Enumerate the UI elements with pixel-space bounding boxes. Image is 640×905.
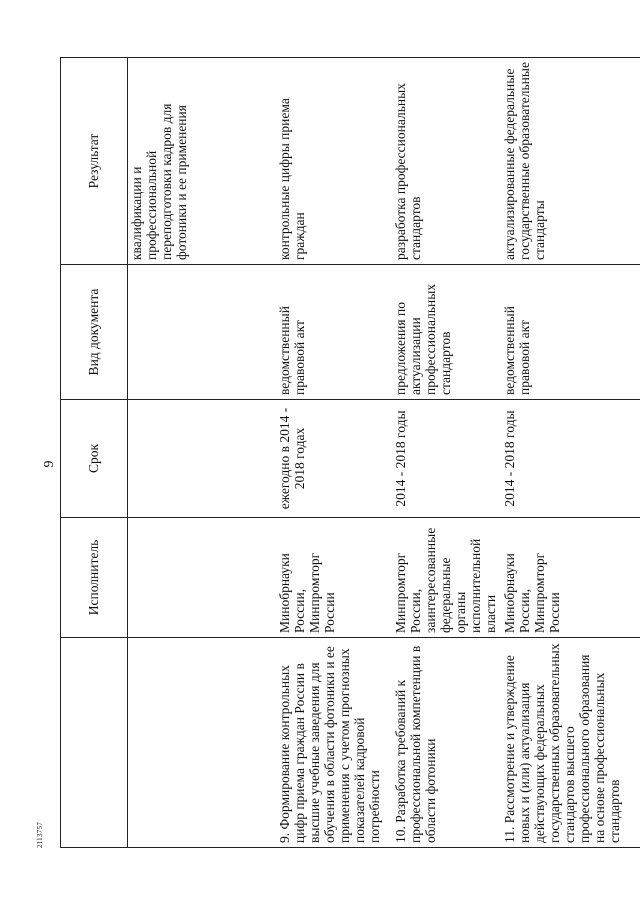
row-executor: Минпромторг России, заинтересованные федеральные органы исполнительной власти <box>392 518 501 638</box>
row-term: ежегодно в 2014 - 2018 годах <box>276 400 392 518</box>
table-header-row <box>61 58 128 848</box>
row-result: контрольные цифры приема граждан <box>276 58 392 265</box>
row-doc-type: ведомственный правовой акт <box>276 265 392 400</box>
cont-result: квалификации и профессиональной переподготовки кадров для фотоники и ее применения <box>128 58 276 265</box>
row-executor: Минобрнауки России, Минпромторг России <box>276 518 392 638</box>
header-action <box>61 638 128 848</box>
header-doc-type: Вид документа <box>61 265 128 400</box>
continuation-row <box>128 58 276 848</box>
row-action: 10. Разработка требований к профессиональной компетенции в области фотоники <box>392 638 501 848</box>
row-doc-type: предложения по актуализации профессиональных стандартов <box>392 265 501 400</box>
cont-doc-type <box>128 265 276 400</box>
document-id: 2113757 <box>36 821 44 849</box>
cont-action <box>128 638 276 848</box>
header-term: Срок <box>61 400 128 518</box>
row-executor: Минобрнауки России, Минпромторг России <box>501 518 640 638</box>
rotated-table-wrapper <box>60 58 622 848</box>
row-result: актуализированные федеральные государственные образовательные стандарты <box>501 58 640 265</box>
cont-executor <box>128 518 276 638</box>
header-result: Результат <box>61 58 128 265</box>
row-result: разработка профессиональных стандартов <box>392 58 501 265</box>
row-doc-type: ведомственный правовой акт <box>501 265 640 400</box>
header-executor: Исполнитель <box>61 518 128 638</box>
row-action: 9. Формирование контрольных цифр приема граждан России в высшие учебные заведения для обучения в области фотоники и ее применения с учетом прогнозных показателей кадровой потребности <box>276 638 392 848</box>
row-term: 2014 - 2018 годы <box>501 400 640 518</box>
page-number: 9 <box>42 460 57 468</box>
row-action: 11. Рассмотрение и утверждение новых и (или) актуализация действующих федеральных государственных образовательных стандартов высшего профессионального образования на основе профессиональных стандартов <box>501 638 640 848</box>
table-row <box>276 58 392 848</box>
cont-term <box>128 400 276 518</box>
plan-table <box>60 57 640 848</box>
row-term: 2014 - 2018 годы <box>392 400 501 518</box>
table-row <box>392 58 501 848</box>
table-row <box>501 58 640 848</box>
